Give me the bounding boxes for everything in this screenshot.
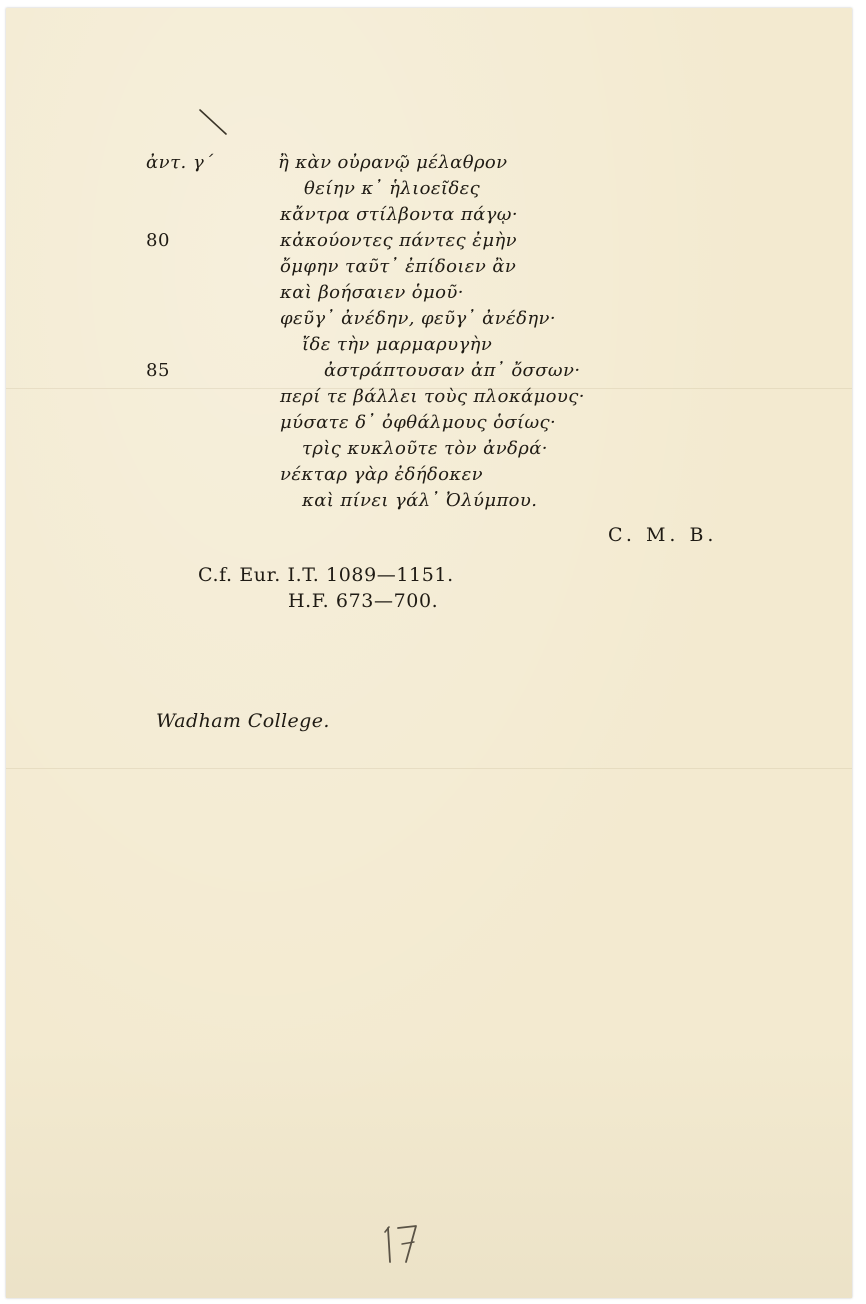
author-initials: C. M. B. [608,524,718,546]
handwritten-page-number [378,1218,438,1268]
reference-line: H.F. 673—700. [288,590,439,612]
college-name: Wadham College. [156,710,330,732]
antistrophe-label: ἀντ. γ΄ [146,152,214,173]
verse-line: καὶ βοήσαιεν ὁμοῦ· [280,282,464,303]
verse-line: νέκταρ γὰρ ἐδήδοκεν [280,464,483,485]
verse-line: ὄμφην ταῦτ᾽ ἐπίδοιεν ἂν [280,256,517,277]
verse-line: περί τε βάλλει τοὺς πλοκάμους· [280,386,585,407]
verse-line: τρὶς κυκλοῦτε τὸν ἀνδρά· [302,438,548,459]
verse-line: φεῦγ᾽ ἀνέδην, φεῦγ᾽ ἀνέδην· [280,308,556,329]
verse-line: ἀστράπτουσαν ἀπ᾽ ὄσσων· [324,360,581,381]
verse-line: μύσατε δ᾽ ὀφθάλμους ὁσίως· [280,412,557,433]
document-page [6,8,852,1298]
pencil-mark [196,104,236,144]
verse-line: κἄντρα στίλβοντα πάγῳ· [280,204,518,225]
reference-line: C.f. Eur. I.T. 1089—1151. [198,564,454,586]
verse-line: καὶ πίνει γάλ᾽ Ὀλύμπου. [302,490,538,511]
verse-line: θείην κ᾽ ἡλιοεῖδες [304,178,481,199]
paper-crease [6,768,852,769]
line-number-85: 85 [146,360,170,381]
verse-line: ἢ κὰν οὐρανῷ μέλαθρον [278,152,508,173]
verse-line: κἀκούοντες πάντες ἐμὴν [280,230,517,251]
line-number-80: 80 [146,230,170,251]
verse-line: ἴδε τὴν μαρμαρυγὴν [302,334,493,355]
